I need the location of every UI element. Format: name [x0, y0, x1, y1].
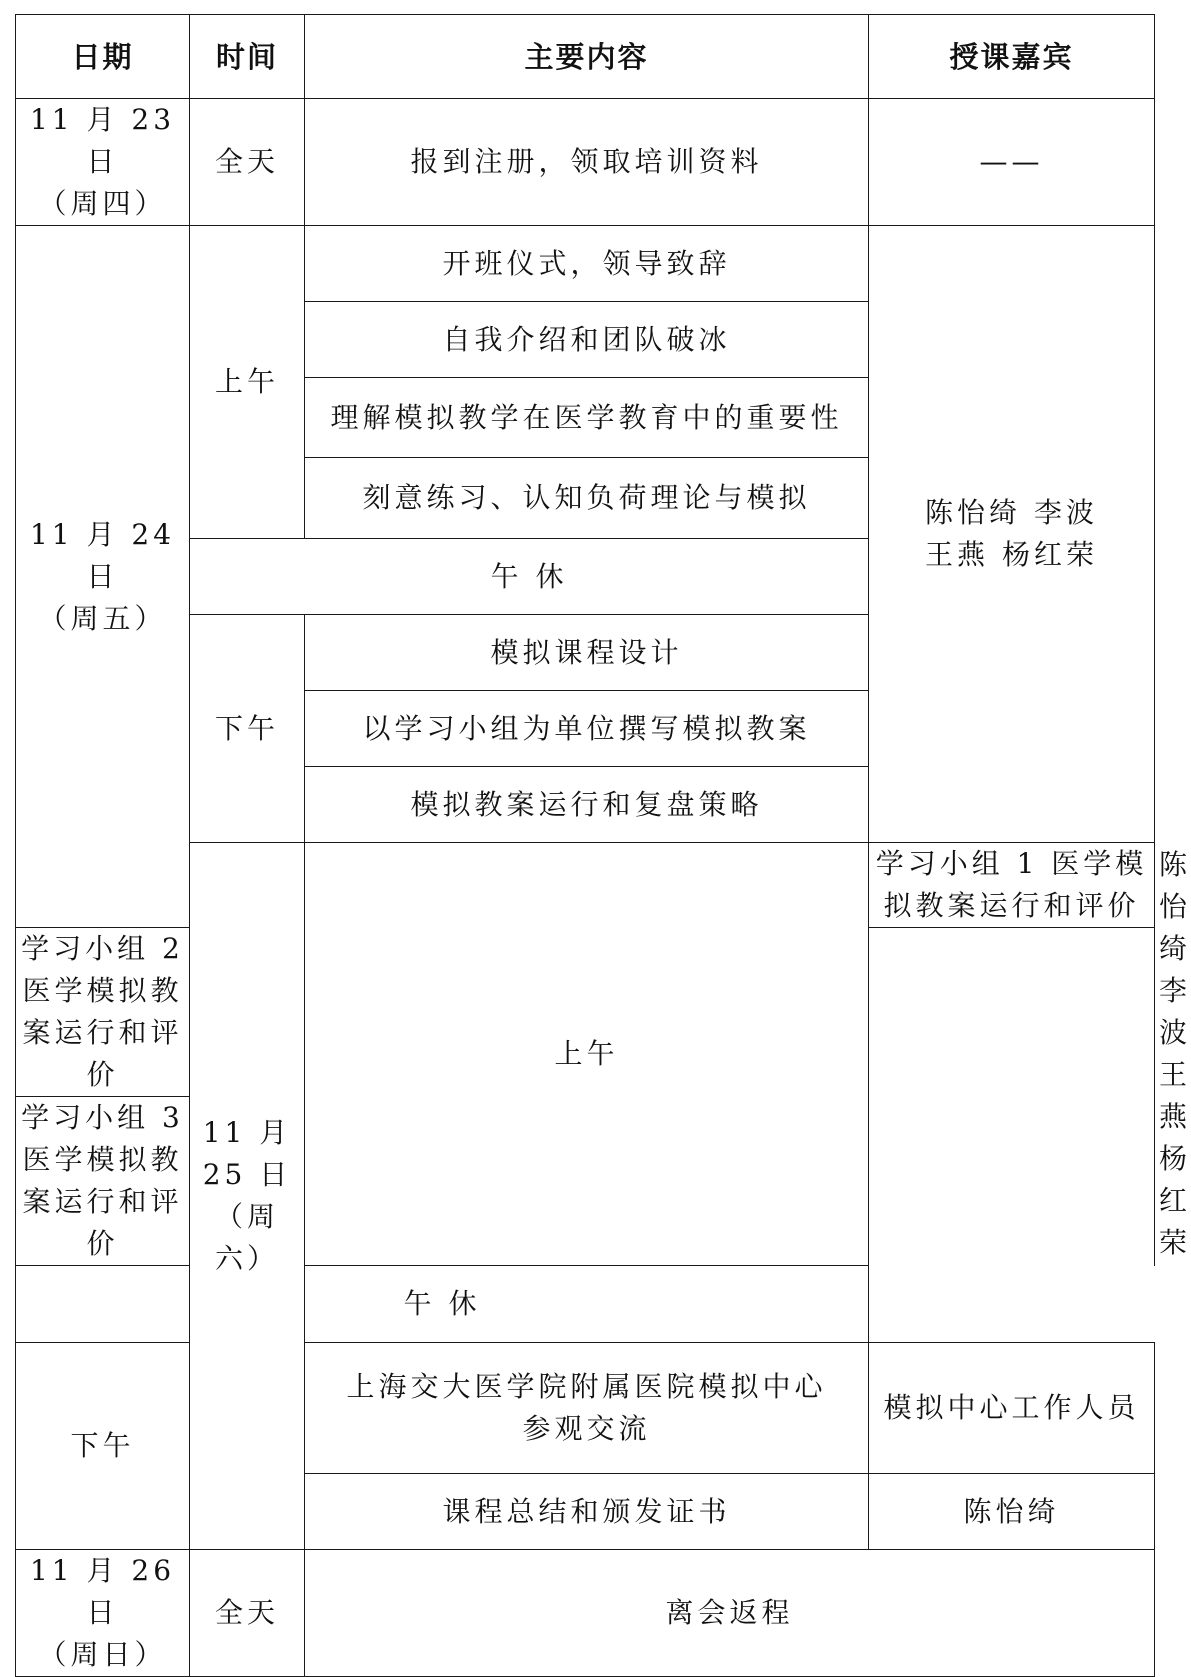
content-cell: 开班仪式，领导致辞: [305, 226, 869, 302]
content-cell: 理解模拟教学在医学教育中的重要性: [305, 378, 869, 458]
table-row: [16, 1343, 1155, 1474]
instructor-line: 王燕 杨红荣: [925, 538, 1098, 571]
content-line: 上海交大医学院附属医院模拟中心: [346, 1370, 827, 1403]
date-text: 11 月 23 日: [29, 103, 176, 178]
instructor-cell: 陈怡绮: [869, 1474, 1155, 1550]
table-row: [16, 1266, 1155, 1343]
date-text: 11 月 25 日: [202, 1116, 292, 1191]
lunch-break-cell: 午 休: [190, 539, 869, 615]
date-cell-day2: [16, 226, 190, 928]
table-row: 11 月 25 日 （周六） 上午 学习小组 1 医学模拟教案运行和评价 陈怡绮 李波 王燕 杨红荣: [16, 843, 1155, 928]
content-cell: 学习小组 1 医学模拟教案运行和评价: [869, 843, 1155, 928]
date-text: 11 月 24 日: [29, 517, 176, 593]
date-text: 11 月 26 日: [29, 1554, 176, 1629]
header-instructor: 授课嘉宾: [869, 15, 1155, 99]
content-cell: 模拟教案运行和复盘策略: [305, 767, 869, 843]
time-cell: 下午: [16, 1343, 190, 1550]
content-line: 参观交流: [522, 1412, 651, 1445]
date-cell-day4: [16, 1550, 190, 1677]
table-row: [16, 226, 1155, 302]
training-schedule-table: [15, 14, 1191, 1677]
content-cell: 以学习小组为单位撰写模拟教案: [305, 691, 869, 767]
time-cell: 下午: [190, 615, 305, 843]
content-cell: 学习小组 2 医学模拟教案运行和评价: [16, 928, 190, 1097]
table-row: [16, 99, 1155, 226]
instructor-line: 陈怡绮 李波: [925, 496, 1098, 529]
content-cell: 刻意练习、认知负荷理论与模拟: [305, 458, 869, 539]
date-cell-day3: [190, 843, 305, 1550]
content-cell: [305, 1343, 869, 1474]
header-time: 时间: [190, 15, 305, 99]
time-cell: 全天: [190, 99, 305, 226]
content-cell: 课程总结和颁发证书: [305, 1474, 869, 1550]
content-cell: 自我介绍和团队破冰: [305, 302, 869, 378]
content-cell: 模拟课程设计: [305, 615, 869, 691]
weekday-text: （周六）: [214, 1200, 279, 1275]
time-cell: 上午: [190, 226, 305, 539]
table-row: [16, 1550, 1155, 1677]
date-cell-day1: [16, 99, 190, 226]
time-cell: 全天: [190, 1550, 305, 1677]
lunch-break-cell: 午 休: [16, 1266, 869, 1343]
time-cell: 上午: [305, 843, 869, 1266]
header-date: 日期: [16, 15, 190, 99]
weekday-text: （周日）: [38, 1638, 167, 1671]
content-cell: 离会返程: [305, 1550, 1155, 1677]
instructor-cell: [869, 226, 1155, 843]
weekday-text: （周四）: [38, 187, 167, 220]
weekday-text: （周五）: [38, 601, 167, 635]
instructor-cell: 模拟中心工作人员: [869, 1343, 1155, 1474]
content-cell: 报到注册，领取培训资料: [305, 99, 869, 226]
content-cell: 学习小组 3 医学模拟教案运行和评价: [16, 1097, 190, 1266]
header-row: [16, 15, 1155, 99]
header-content: 主要内容: [305, 15, 869, 99]
instructor-cell: ——: [869, 99, 1155, 226]
